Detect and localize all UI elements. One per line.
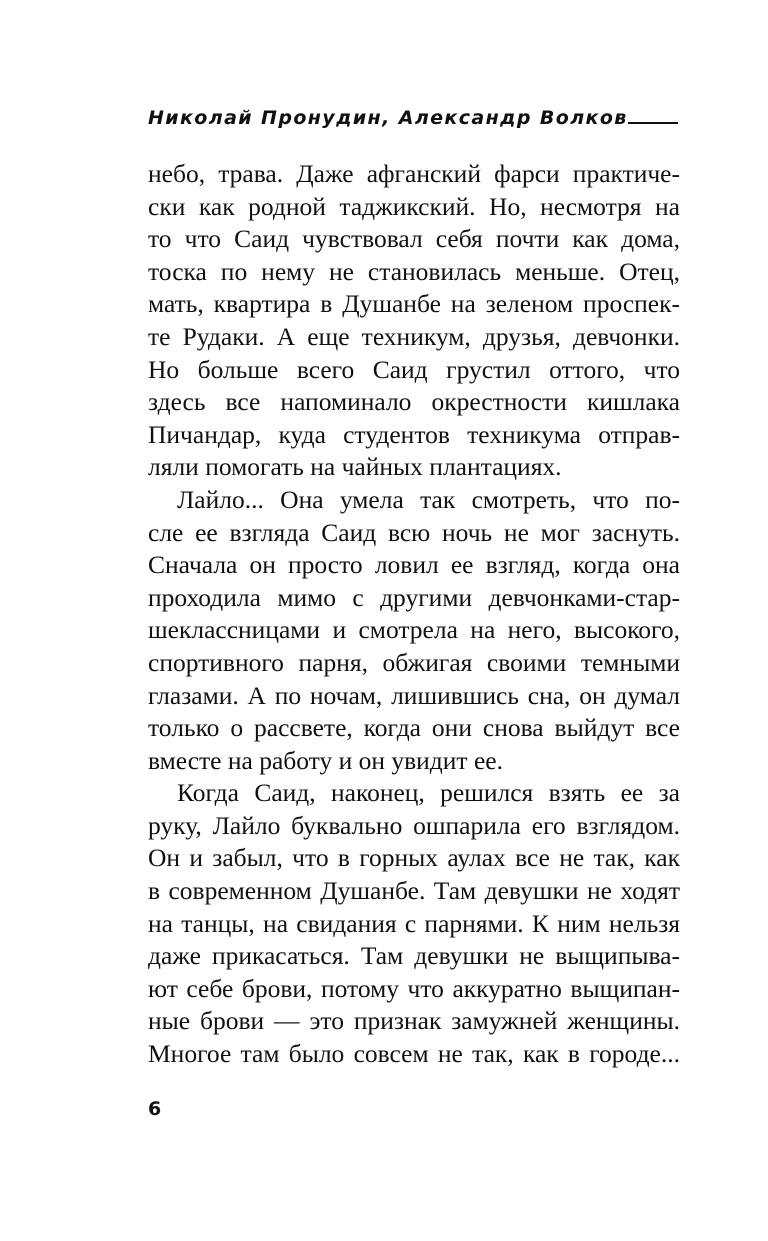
text-line: шеклассницами и смотрела на него, высокого,: [148, 615, 680, 645]
text-line: в современном Душанбе. Там девушки не ходят: [148, 876, 680, 906]
text-line: Многое там было совсем не так, как в городе...: [148, 1039, 680, 1069]
text-line: ют себе брови, потому что аккуратно выщипан-: [148, 973, 680, 1003]
text-line: глазами. А по ночам, лишившись сна, он думал: [148, 680, 680, 710]
text-line: только о рассвете, когда они снова выйдут все: [148, 713, 680, 743]
text-line: вместе на работу и он увидит ее.: [148, 745, 503, 775]
text-line: руку, Лайло буквально ошпарила его взглядом.: [148, 810, 680, 840]
text-line: те Рудаки. А еще техникум, друзья, девчонки.: [148, 321, 680, 351]
running-head-rule: [628, 122, 678, 124]
text-line: Но больше всего Саид грустил оттого, что: [148, 354, 680, 384]
text-line: ляли помогать на чайных плантациях.: [148, 452, 562, 482]
text-line: тоска по нему не становилась меньше. Отец,: [148, 256, 680, 286]
text-line: проходила мимо с другими девчонками-стар-: [148, 582, 680, 612]
text-line: ные брови — это признак замужней женщины.: [148, 1006, 680, 1036]
text-line: Когда Саид, наконец, решился взять ее за: [177, 778, 680, 808]
text-line: ски как родной таджикский. Но, несмотря на: [148, 191, 680, 221]
text-line: сле ее взгляда Саид всю ночь не мог заснуть.: [148, 517, 680, 547]
text-line: то что Саид чувствовал себя почти как дома,: [148, 224, 680, 254]
text-line: Он и забыл, что в горных аулах все не так, как: [148, 843, 680, 873]
text-line: даже прикасаться. Там девушки не выщипыва-: [148, 941, 680, 971]
running-head: [148, 101, 678, 131]
text-line: мать, квартира в Душанбе на зеленом проспек-: [148, 289, 680, 319]
text-line: Лайло... Она умела так смотреть, что по-: [177, 484, 680, 514]
running-head-text: Николай Пронудин, Александр Волков: [148, 107, 628, 129]
text-line: Сначала он просто ловил ее взгляд, когда она: [148, 550, 680, 580]
text-line: на танцы, на свидания с парнями. К ним нельзя: [148, 908, 680, 938]
text-line: Пичандар, куда студентов техникума отправ-: [148, 419, 680, 449]
page-number: 6: [148, 1098, 162, 1120]
body-text: [148, 158, 680, 1071]
text-line: спортивного парня, обжигая своими темными: [148, 647, 680, 677]
text-line: здесь все напоминало окрестности кишлака: [148, 387, 680, 417]
text-line: небо, трава. Даже афганский фарси практиче-: [148, 159, 680, 188]
